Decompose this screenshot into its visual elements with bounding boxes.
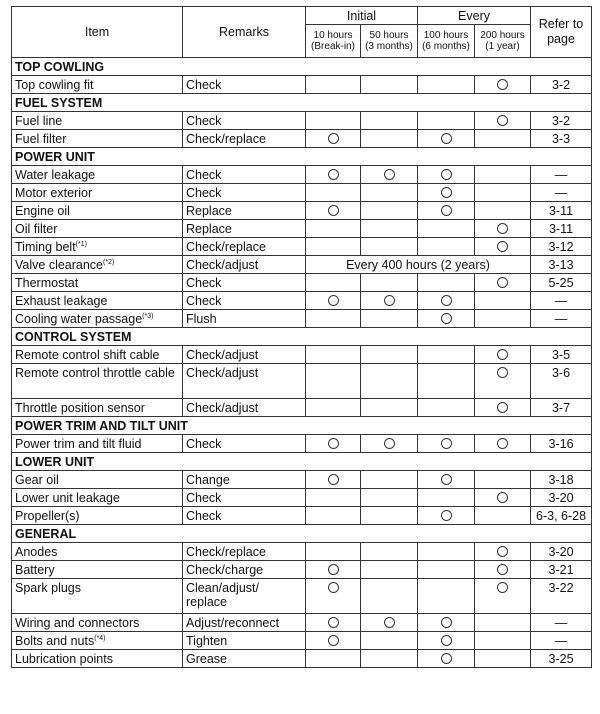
- interval-cell: [306, 614, 361, 632]
- interval-cell: [306, 435, 361, 453]
- interval-cell: [361, 274, 418, 292]
- table-row: [12, 256, 592, 274]
- interval-cell: [418, 130, 475, 148]
- maintenance-table: [11, 6, 592, 668]
- interval-cell: [306, 471, 361, 489]
- item-cell: [12, 650, 183, 668]
- interval-cell: [475, 471, 531, 489]
- item-cell: [12, 471, 183, 489]
- header-interval: [418, 25, 475, 58]
- table-row: [12, 76, 592, 94]
- circle-icon: [497, 277, 508, 288]
- interval-cell: [418, 220, 475, 238]
- interval-cell: [418, 292, 475, 310]
- interval-cell: [306, 292, 361, 310]
- ref-cell: —: [531, 166, 592, 184]
- interval-cell: [306, 561, 361, 579]
- interval-cell: [418, 238, 475, 256]
- interval-cell: [306, 112, 361, 130]
- interval-cell: [475, 399, 531, 417]
- table-row: [12, 632, 592, 650]
- interval-cell: [361, 346, 418, 364]
- table-row: [12, 346, 592, 364]
- table-row: [12, 220, 592, 238]
- interval-hours: 10 hours: [313, 30, 353, 41]
- table-row: [12, 471, 592, 489]
- interval-cell: [475, 489, 531, 507]
- circle-icon: [497, 223, 508, 234]
- remark-cell: Check: [183, 507, 306, 525]
- interval-cell: [361, 238, 418, 256]
- item-name: Cooling water passage: [15, 312, 143, 326]
- ref-cell: 3-11: [531, 220, 592, 238]
- interval-cell: [361, 614, 418, 632]
- remark-cell: Check/replace: [183, 543, 306, 561]
- ref-cell: 3-21: [531, 561, 592, 579]
- interval-cell: [361, 471, 418, 489]
- table-row: [12, 184, 592, 202]
- ref-cell: —: [531, 292, 592, 310]
- interval-cell: [418, 579, 475, 614]
- item-name: Spark plugs: [15, 581, 82, 595]
- circle-icon: [328, 564, 339, 575]
- circle-icon: [384, 169, 395, 180]
- interval-cell: [306, 130, 361, 148]
- ref-cell: 3-18: [531, 471, 592, 489]
- item-cell: [12, 220, 183, 238]
- remark-cell: Flush: [183, 310, 306, 328]
- ref-cell: 3-5: [531, 346, 592, 364]
- item-cell: [12, 202, 183, 220]
- circle-icon: [328, 617, 339, 628]
- section-title: LOWER UNIT: [12, 453, 592, 471]
- circle-icon: [328, 474, 339, 485]
- interval-cell: [475, 112, 531, 130]
- interval-cell: [418, 632, 475, 650]
- item-name: Throttle position sensor: [15, 401, 145, 415]
- circle-icon: [328, 295, 339, 306]
- item-name: Wiring and connectors: [15, 616, 140, 630]
- item-note: (*4): [94, 634, 106, 642]
- ref-cell: 3-12: [531, 238, 592, 256]
- circle-icon: [497, 349, 508, 360]
- item-name: Timing belt: [15, 240, 76, 254]
- circle-icon: [497, 546, 508, 557]
- remark-cell: Adjust/reconnect: [183, 614, 306, 632]
- item-name: Bolts and nuts: [15, 634, 95, 648]
- remark-cell: Check/replace: [183, 130, 306, 148]
- interval-cell: [475, 274, 531, 292]
- interval-cell: [475, 543, 531, 561]
- table-row: [12, 292, 592, 310]
- interval-cell: [418, 650, 475, 668]
- section-title: FUEL SYSTEM: [12, 94, 592, 112]
- circle-icon: [328, 133, 339, 144]
- circle-icon: [497, 438, 508, 449]
- ref-cell: 3-16: [531, 435, 592, 453]
- section-row: [12, 94, 592, 112]
- remark-cell: Check: [183, 166, 306, 184]
- item-cell: [12, 112, 183, 130]
- header-refer-to-page: Refer to page: [531, 7, 592, 58]
- ref-cell: 6-3, 6-28: [531, 507, 592, 525]
- interval-cell: [306, 274, 361, 292]
- interval-cell: [306, 166, 361, 184]
- section-title: CONTROL SYSTEM: [12, 328, 592, 346]
- remark-cell: Check: [183, 292, 306, 310]
- item-name: Fuel line: [15, 114, 63, 128]
- circle-icon: [497, 79, 508, 90]
- table-row: [12, 435, 592, 453]
- section-row: [12, 328, 592, 346]
- ref-cell: 3-25: [531, 650, 592, 668]
- interval-cell: [361, 632, 418, 650]
- table-row: [12, 274, 592, 292]
- item-name: Gear oil: [15, 473, 59, 487]
- interval-cell: [361, 543, 418, 561]
- interval-cell: [361, 399, 418, 417]
- interval-hours: 50 hours: [369, 30, 409, 41]
- interval-cell: [475, 632, 531, 650]
- item-cell: [12, 76, 183, 94]
- interval-cell: [361, 76, 418, 94]
- interval-cell: [418, 507, 475, 525]
- interval-cell: [306, 632, 361, 650]
- circle-icon: [328, 438, 339, 449]
- item-name: Engine oil: [15, 204, 70, 218]
- ref-cell: 3-13: [531, 256, 592, 274]
- table-row: [12, 614, 592, 632]
- circle-icon: [497, 241, 508, 252]
- item-name: Exhaust leakage: [15, 294, 108, 308]
- interval-cell: [418, 489, 475, 507]
- item-name: Anodes: [15, 545, 58, 559]
- circle-icon: [441, 617, 452, 628]
- interval-cell: [361, 507, 418, 525]
- item-note: (*2): [103, 258, 115, 266]
- table-row: [12, 507, 592, 525]
- remark-cell: Replace: [183, 220, 306, 238]
- ref-cell: 3-7: [531, 399, 592, 417]
- item-cell: [12, 238, 183, 256]
- item-cell: [12, 274, 183, 292]
- table-row: [12, 202, 592, 220]
- interval-cell: [475, 184, 531, 202]
- interval-cell: [306, 579, 361, 614]
- interval-cell: [418, 184, 475, 202]
- interval-cell: [306, 489, 361, 507]
- ref-cell: 5-25: [531, 274, 592, 292]
- ref-cell: 3-11: [531, 202, 592, 220]
- interval-cell: [418, 346, 475, 364]
- interval-period: (1 year): [485, 41, 520, 52]
- remark-cell: Check: [183, 112, 306, 130]
- item-name: Battery: [15, 563, 55, 577]
- item-cell: [12, 435, 183, 453]
- item-cell: [12, 561, 183, 579]
- interval-hours: 100 hours: [423, 30, 469, 41]
- interval-cell: [475, 364, 531, 399]
- ref-cell: —: [531, 632, 592, 650]
- section-title: TOP COWLING: [12, 58, 592, 76]
- remark-cell: Check/adjust: [183, 346, 306, 364]
- circle-icon: [384, 617, 395, 628]
- item-cell: [12, 184, 183, 202]
- interval-cell: [361, 579, 418, 614]
- remark-cell: Clean/adjust/ replace: [183, 579, 306, 614]
- item-name: Oil filter: [15, 222, 58, 236]
- interval-cell: [361, 130, 418, 148]
- item-name: Fuel filter: [15, 132, 67, 146]
- interval-cell: [306, 202, 361, 220]
- circle-icon: [497, 402, 508, 413]
- section-row: [12, 417, 592, 435]
- table-row: [12, 310, 592, 328]
- circle-icon: [441, 313, 452, 324]
- interval-cell: [306, 399, 361, 417]
- interval-cell: [418, 435, 475, 453]
- section-row: [12, 58, 592, 76]
- item-cell: [12, 292, 183, 310]
- interval-cell: [418, 471, 475, 489]
- interval-cell: [306, 346, 361, 364]
- interval-cell: [475, 346, 531, 364]
- item-note: (*3): [142, 312, 154, 320]
- item-cell: [12, 310, 183, 328]
- interval-cell: [306, 310, 361, 328]
- interval-span-cell: Every 400 hours (2 years): [306, 256, 531, 274]
- interval-cell: [475, 579, 531, 614]
- item-cell: [12, 256, 183, 274]
- remark-cell: Replace: [183, 202, 306, 220]
- interval-cell: [361, 650, 418, 668]
- item-name: Remote control shift cable: [15, 348, 160, 362]
- remark-cell: Check/replace: [183, 238, 306, 256]
- section-title: GENERAL: [12, 525, 592, 543]
- circle-icon: [441, 133, 452, 144]
- item-name: Valve clearance: [15, 258, 104, 272]
- header-interval: [361, 25, 418, 58]
- remark-cell: Check: [183, 274, 306, 292]
- circle-icon: [441, 653, 452, 664]
- interval-cell: [475, 507, 531, 525]
- interval-cell: [306, 364, 361, 399]
- interval-period: (3 months): [365, 41, 413, 52]
- interval-cell: [361, 292, 418, 310]
- ref-cell: 3-2: [531, 76, 592, 94]
- ref-cell: 3-20: [531, 543, 592, 561]
- item-cell: [12, 130, 183, 148]
- item-name: Top cowling fit: [15, 78, 94, 92]
- interval-cell: [361, 112, 418, 130]
- header-remarks: Remarks: [183, 7, 306, 58]
- table-row: [12, 489, 592, 507]
- interval-cell: [418, 202, 475, 220]
- interval-cell: [418, 166, 475, 184]
- item-name: Thermostat: [15, 276, 79, 290]
- header-initial: Initial: [306, 7, 418, 25]
- circle-icon: [328, 635, 339, 646]
- circle-icon: [441, 205, 452, 216]
- section-row: [12, 525, 592, 543]
- maintenance-chart: [11, 6, 591, 668]
- interval-cell: [418, 543, 475, 561]
- interval-cell: [361, 166, 418, 184]
- ref-cell: 3-2: [531, 112, 592, 130]
- interval-hours: 200 hours: [480, 30, 525, 41]
- header-every: Every: [418, 7, 531, 25]
- circle-icon: [497, 564, 508, 575]
- item-name: Water leakage: [15, 168, 96, 182]
- item-note: (*1): [75, 240, 87, 248]
- interval-cell: [475, 220, 531, 238]
- circle-icon: [328, 169, 339, 180]
- interval-cell: [361, 364, 418, 399]
- table-row: [12, 561, 592, 579]
- interval-cell: [306, 184, 361, 202]
- ref-cell: —: [531, 614, 592, 632]
- header-item: Item: [12, 7, 183, 58]
- circle-icon: [441, 635, 452, 646]
- ref-cell: 3-3: [531, 130, 592, 148]
- interval-cell: [361, 184, 418, 202]
- remark-cell: Check/adjust: [183, 364, 306, 399]
- item-cell: [12, 364, 183, 399]
- circle-icon: [384, 295, 395, 306]
- interval-cell: [361, 202, 418, 220]
- circle-icon: [497, 582, 508, 593]
- remark-cell: Check/charge: [183, 561, 306, 579]
- interval-cell: [361, 489, 418, 507]
- remark-cell: Grease: [183, 650, 306, 668]
- circle-icon: [441, 474, 452, 485]
- interval-cell: [418, 399, 475, 417]
- remark-cell: Tighten: [183, 632, 306, 650]
- remark-cell: Check: [183, 489, 306, 507]
- item-cell: [12, 166, 183, 184]
- interval-cell: [475, 561, 531, 579]
- interval-cell: [475, 292, 531, 310]
- item-name: Remote control throttle cable: [15, 366, 175, 380]
- item-cell: [12, 632, 183, 650]
- interval-cell: [361, 561, 418, 579]
- interval-cell: [306, 507, 361, 525]
- section-row: [12, 148, 592, 166]
- item-cell: [12, 579, 183, 614]
- interval-cell: [418, 310, 475, 328]
- interval-cell: [418, 112, 475, 130]
- remark-cell: Check/adjust: [183, 256, 306, 274]
- item-cell: [12, 507, 183, 525]
- item-cell: [12, 543, 183, 561]
- circle-icon: [328, 582, 339, 593]
- interval-cell: [418, 76, 475, 94]
- interval-cell: [361, 310, 418, 328]
- interval-period: (Break-in): [311, 41, 355, 52]
- interval-cell: [475, 238, 531, 256]
- section-row: [12, 453, 592, 471]
- table-row: [12, 364, 592, 399]
- interval-cell: [475, 202, 531, 220]
- table-row: [12, 579, 592, 614]
- item-name: Lubrication points: [15, 652, 113, 666]
- ref-cell: 3-20: [531, 489, 592, 507]
- item-name: Motor exterior: [15, 186, 93, 200]
- remark-cell: Check: [183, 76, 306, 94]
- interval-cell: [306, 543, 361, 561]
- item-cell: [12, 346, 183, 364]
- remark-cell: Check: [183, 435, 306, 453]
- table-row: [12, 399, 592, 417]
- table-row: [12, 543, 592, 561]
- circle-icon: [441, 510, 452, 521]
- ref-cell: 3-22: [531, 579, 592, 614]
- table-row: [12, 112, 592, 130]
- interval-cell: [306, 76, 361, 94]
- circle-icon: [497, 367, 508, 378]
- table-row: [12, 166, 592, 184]
- ref-cell: —: [531, 310, 592, 328]
- remark-cell: Check: [183, 184, 306, 202]
- item-cell: [12, 614, 183, 632]
- table-row: [12, 130, 592, 148]
- ref-cell: —: [531, 184, 592, 202]
- interval-cell: [418, 561, 475, 579]
- interval-period: (6 months): [422, 41, 470, 52]
- interval-cell: [361, 220, 418, 238]
- remark-cell: Change: [183, 471, 306, 489]
- section-title: POWER UNIT: [12, 148, 592, 166]
- interval-cell: [306, 220, 361, 238]
- section-title: POWER TRIM AND TILT UNIT: [12, 417, 592, 435]
- circle-icon: [441, 187, 452, 198]
- interval-cell: [475, 650, 531, 668]
- interval-cell: [361, 435, 418, 453]
- ref-cell: 3-6: [531, 364, 592, 399]
- circle-icon: [384, 438, 395, 449]
- item-cell: [12, 489, 183, 507]
- interval-cell: [475, 435, 531, 453]
- circle-icon: [497, 492, 508, 503]
- interval-cell: [306, 238, 361, 256]
- interval-cell: [475, 166, 531, 184]
- interval-cell: [475, 130, 531, 148]
- interval-cell: [418, 274, 475, 292]
- interval-cell: [306, 650, 361, 668]
- item-name: Lower unit leakage: [15, 491, 120, 505]
- interval-cell: [475, 614, 531, 632]
- interval-cell: [418, 614, 475, 632]
- interval-cell: [475, 310, 531, 328]
- circle-icon: [441, 295, 452, 306]
- circle-icon: [328, 205, 339, 216]
- table-row: [12, 650, 592, 668]
- remark-cell: Check/adjust: [183, 399, 306, 417]
- interval-cell: [418, 364, 475, 399]
- circle-icon: [497, 115, 508, 126]
- interval-cell: [475, 76, 531, 94]
- item-cell: [12, 399, 183, 417]
- item-name: Power trim and tilt fluid: [15, 437, 142, 451]
- header-interval: [306, 25, 361, 58]
- table-row: [12, 238, 592, 256]
- circle-icon: [441, 438, 452, 449]
- item-name: Propeller(s): [15, 509, 80, 523]
- header-interval: [475, 25, 531, 58]
- circle-icon: [441, 169, 452, 180]
